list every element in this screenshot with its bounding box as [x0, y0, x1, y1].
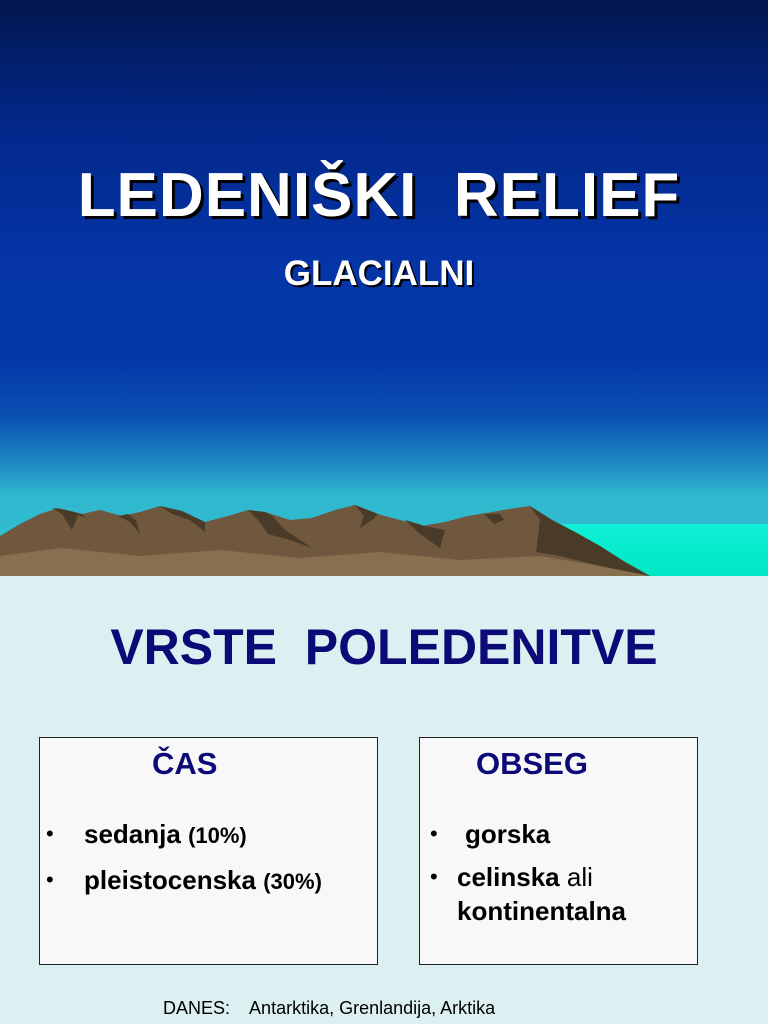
list-item-term: celinska	[457, 862, 560, 892]
bullet-icon: •	[430, 821, 438, 846]
bullet-icon: •	[46, 821, 54, 846]
box-heading: OBSEG	[476, 746, 588, 781]
list-item-note: (30%)	[263, 869, 322, 894]
slide-subtitle: GLACIALNI	[283, 254, 475, 293]
list-item	[40, 858, 322, 904]
footer-value: Antarktika, Grenlandija, Arktika	[249, 998, 496, 1018]
bullet-list	[420, 812, 626, 928]
bullet-list	[40, 812, 322, 904]
bullet-icon: •	[430, 864, 438, 889]
list-item	[420, 860, 626, 928]
list-item-note: (10%)	[188, 823, 247, 848]
list-item-term: kontinentalna	[457, 896, 627, 926]
footer-note	[163, 998, 495, 1019]
content-slide	[0, 576, 768, 1024]
time-box	[39, 737, 378, 965]
slide-title: VRSTE POLEDENITVE	[110, 619, 658, 675]
slide-title: LEDENIŠKI RELIEF	[77, 161, 681, 230]
bullet-icon: •	[46, 867, 54, 892]
list-item	[420, 812, 626, 856]
list-item-connector: ali	[566, 862, 593, 892]
list-item-term: pleistocenska	[84, 865, 256, 895]
list-item-term: gorska	[465, 819, 551, 849]
footer-label: DANES:	[163, 998, 231, 1018]
extent-box	[419, 737, 698, 965]
list-item-term: sedanja	[84, 819, 181, 849]
list-item	[40, 812, 322, 858]
box-heading: ČAS	[152, 746, 218, 781]
